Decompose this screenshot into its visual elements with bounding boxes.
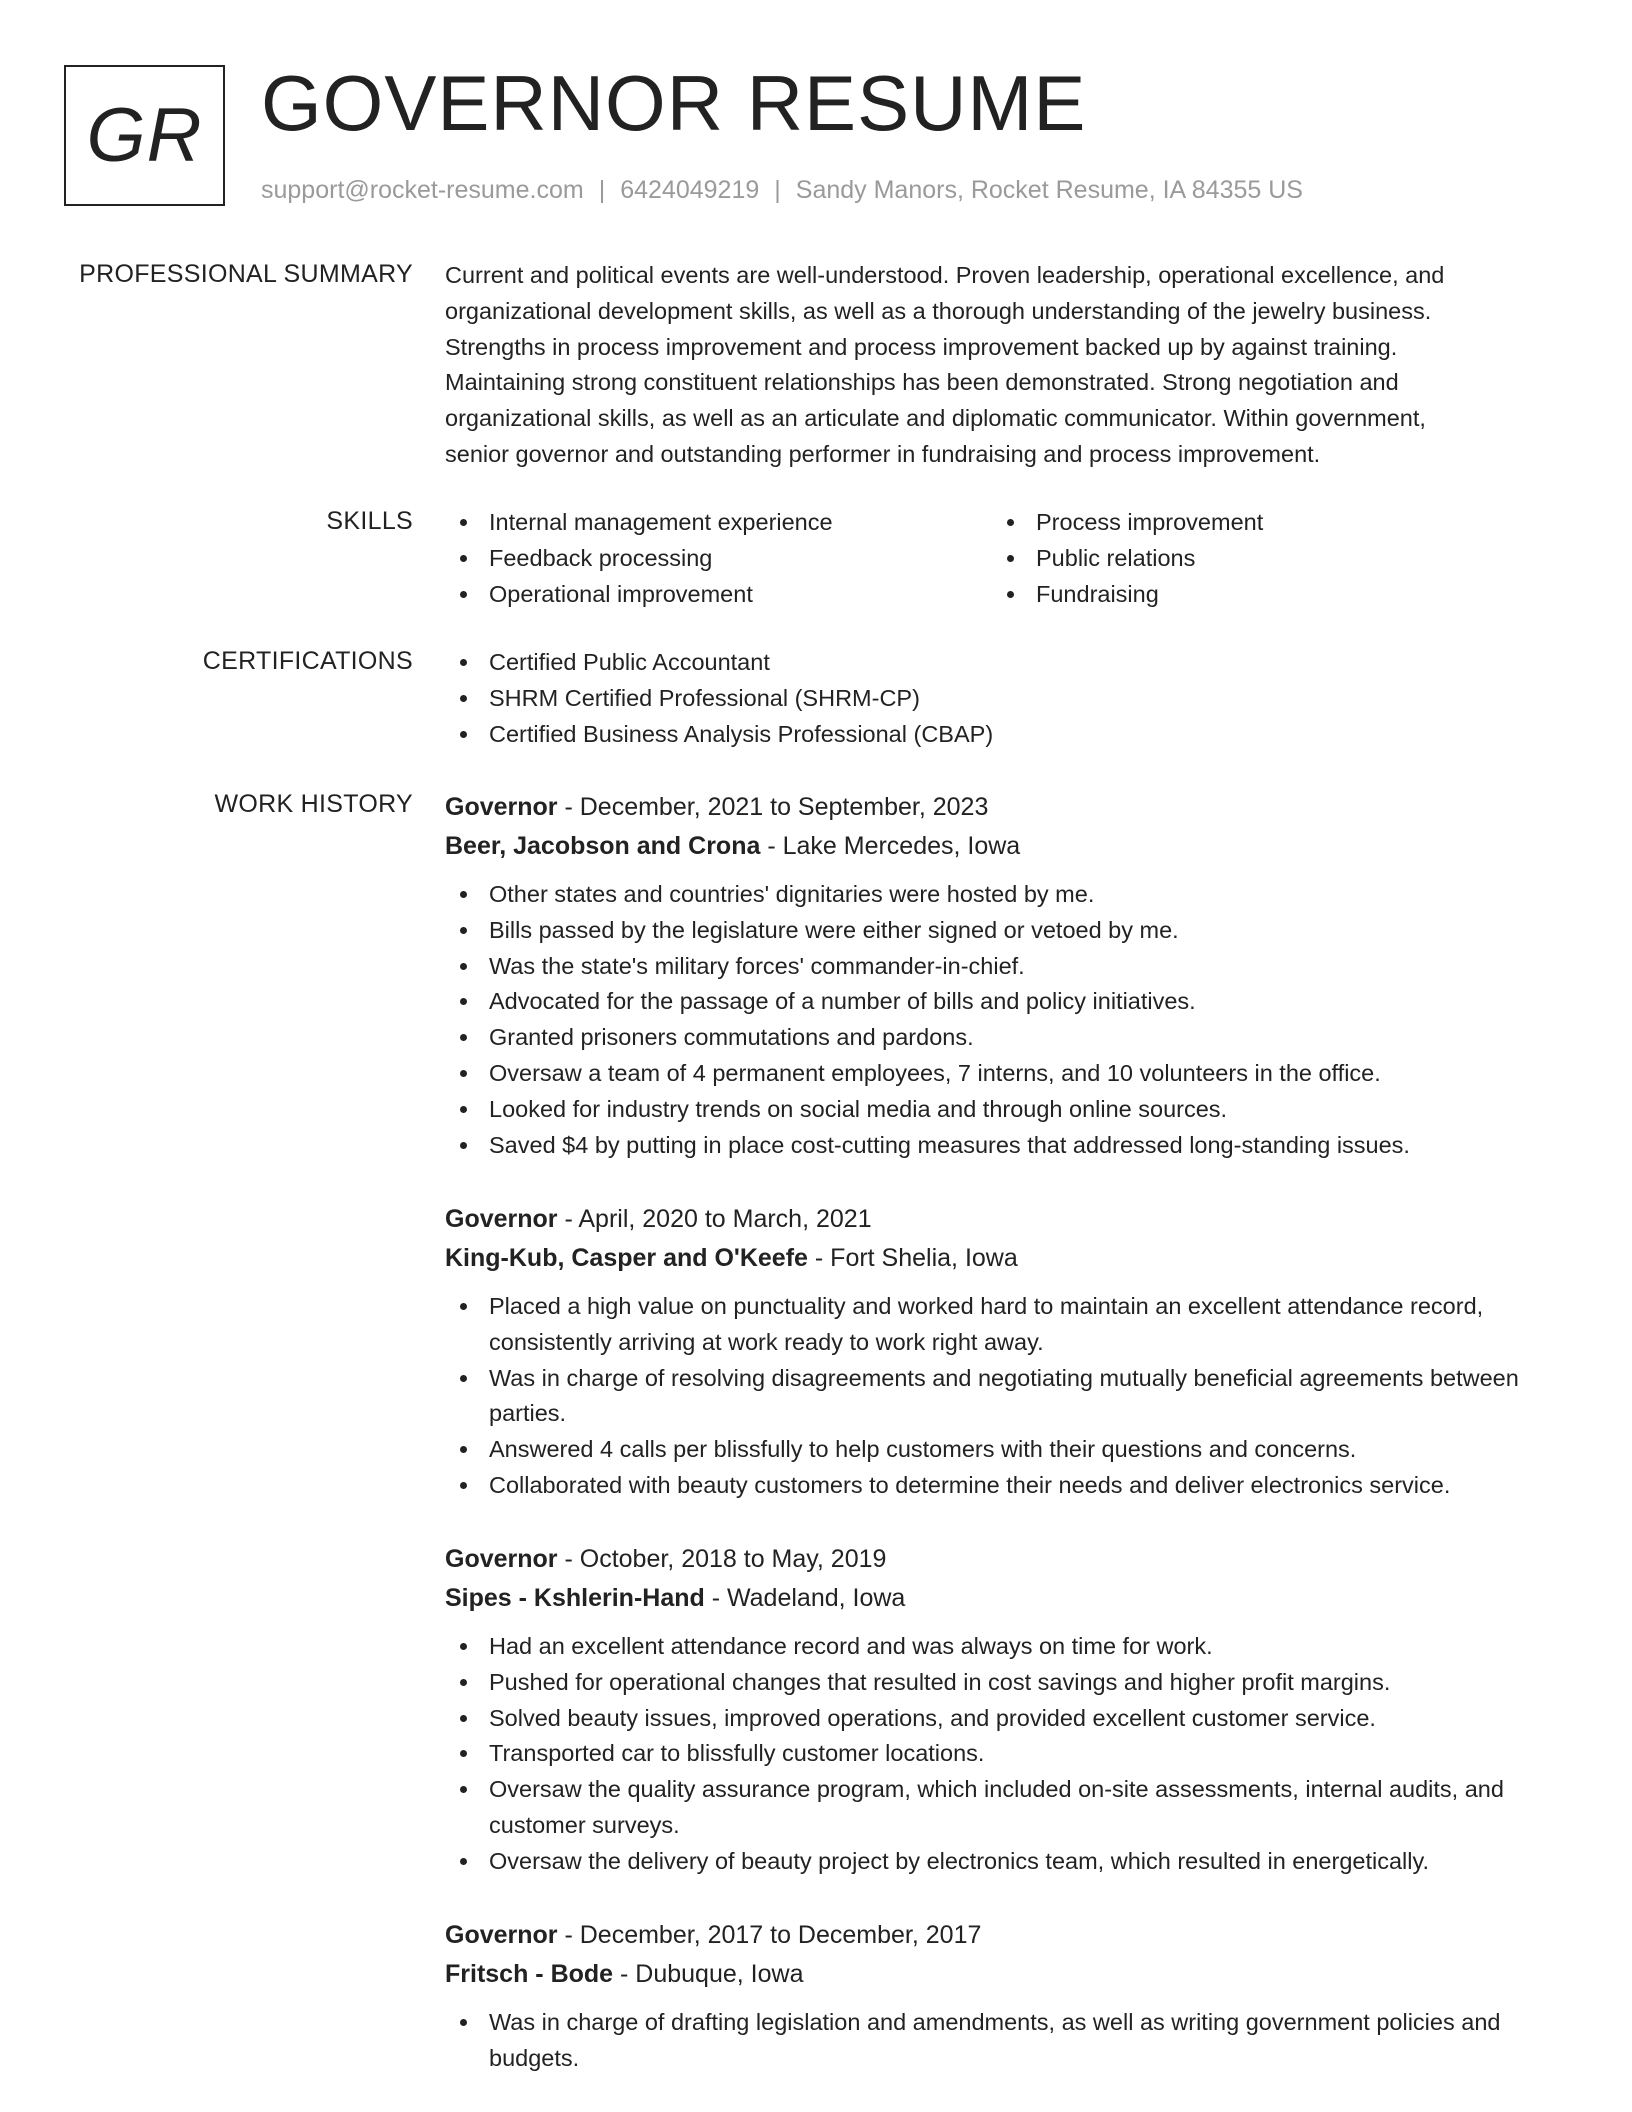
job-bullet: Transported car to blissfully customer locations.: [445, 1736, 1575, 1772]
section-title-certifications: CERTIFICATIONS: [202, 647, 413, 675]
job-company: Beer, Jacobson and Crona: [445, 832, 761, 860]
job-bullet: Other states and countries' dignitaries were hosted by me.: [445, 877, 1410, 913]
job-title-line: [445, 1540, 1575, 1579]
job-bullet: Saved $4 by putting in place cost-cutting measures that addressed long-standing issues.: [445, 1128, 1410, 1164]
skills-list-right: [992, 505, 1539, 612]
job-role: Governor: [445, 1205, 558, 1233]
job-title-line: [445, 788, 1410, 827]
job-company: Fritsch - Bode: [445, 1960, 614, 1988]
job-role: Governor: [445, 1921, 558, 1949]
job-entry: [445, 1540, 1575, 1880]
skill-item: Feedback processing: [445, 541, 992, 577]
summary-body: [445, 258, 1575, 473]
contact-line: [261, 174, 1303, 206]
job-bullet: Granted prisoners commutations and pardons.: [445, 1020, 1410, 1056]
job-dates: - December, 2017 to December, 2017: [557, 1921, 982, 1949]
job-entry: [445, 788, 1410, 1163]
job-bullet: Solved beauty issues, improved operations, and provided excellent customer service.: [445, 1701, 1575, 1737]
skill-item: Process improvement: [992, 505, 1539, 541]
job-company: Sipes - Kshlerin-Hand: [445, 1584, 705, 1612]
job-dates: - December, 2021 to September, 2023: [557, 793, 989, 821]
contact-address: Sandy Manors, Rocket Resume, IA 84355 US: [795, 176, 1303, 204]
contact-email[interactable]: support@rocket-resume.com: [261, 176, 584, 204]
job-role: Governor: [445, 1545, 558, 1573]
certification-item: SHRM Certified Professional (SHRM-CP): [445, 681, 1575, 717]
certification-item: Certified Business Analysis Professional (CBAP): [445, 717, 1575, 753]
job-bullets: [445, 1629, 1575, 1880]
job-location: - Lake Mercedes, Iowa: [760, 832, 1021, 860]
job-bullets: [445, 1289, 1575, 1504]
monogram-logo: [64, 65, 225, 206]
job-bullet: Was in charge of drafting legislation and amendments, as well as writing government policies and budgets.: [445, 2005, 1575, 2077]
job-title-line: [445, 1200, 1575, 1239]
summary-line: organizational development skills, as well as a thorough understanding of the jewelry business.: [445, 297, 1432, 324]
summary-line: Strengths in process improvement and process improvement backed up by against training.: [445, 333, 1398, 360]
skills-list-left: [445, 505, 992, 612]
certifications-list: [445, 645, 1575, 752]
contact-separator: |: [774, 176, 781, 204]
summary-line: senior governor and outstanding performer in fundraising and process improvement.: [445, 440, 1321, 467]
job-company: King-Kub, Casper and O'Keefe: [445, 1244, 808, 1272]
job-company-line: [445, 1955, 1575, 1994]
job-company-line: [445, 827, 1410, 866]
job-bullet: Pushed for operational changes that resulted in cost savings and higher profit margins.: [445, 1665, 1575, 1701]
job-bullet: Advocated for the passage of a number of bills and policy initiatives.: [445, 984, 1410, 1020]
section-title-summary: PROFESSIONAL SUMMARY: [79, 260, 413, 288]
job-bullet: Oversaw the quality assurance program, which included on-site assessments, internal audits, and customer surveys.: [445, 1772, 1575, 1844]
contact-phone[interactable]: 6424049219: [620, 176, 760, 204]
job-bullet: Oversaw the delivery of beauty project by electronics team, which resulted in energetically.: [445, 1844, 1575, 1880]
job-location: - Dubuque, Iowa: [613, 1960, 804, 1988]
job-entry: [445, 1916, 1575, 2077]
job-bullets: [445, 877, 1410, 1163]
job-bullet: Bills passed by the legislature were either signed or vetoed by me.: [445, 913, 1410, 949]
summary-line: organizational skills, as well as an articulate and diplomatic communicator. Within government,: [445, 405, 1426, 432]
summary-line: Maintaining strong constituent relationships has been demonstrated. Strong negotiation and: [445, 369, 1399, 396]
job-location: - Wadeland, Iowa: [704, 1584, 906, 1612]
job-bullets: [445, 2005, 1575, 2077]
monogram-text: GR: [86, 93, 203, 178]
job-bullet: Placed a high value on punctuality and worked hard to maintain an excellent attendance record, consistently arriving at work ready to work right away.: [445, 1289, 1575, 1361]
job-dates: - April, 2020 to March, 2021: [557, 1205, 872, 1233]
skill-item: Public relations: [992, 541, 1539, 577]
job-bullet: Had an excellent attendance record and was always on time for work.: [445, 1629, 1575, 1665]
job-bullet: Oversaw a team of 4 permanent employees, 7 interns, and 10 volunteers in the office.: [445, 1056, 1410, 1092]
certification-item: Certified Public Accountant: [445, 645, 1575, 681]
job-bullet: Looked for industry trends on social media and through online sources.: [445, 1092, 1410, 1128]
skill-item: Operational improvement: [445, 577, 992, 613]
job-bullet: Collaborated with beauty customers to determine their needs and deliver electronics service.: [445, 1468, 1575, 1504]
job-entry: [445, 1200, 1575, 1504]
contact-separator: |: [598, 176, 606, 204]
section-title-work-history: WORK HISTORY: [214, 790, 413, 818]
job-title-line: [445, 1916, 1575, 1955]
job-bullet: Was the state's military forces' commander-in-chief.: [445, 949, 1410, 985]
skills-body: [445, 505, 1575, 612]
summary-line: Current and political events are well-understood. Proven leadership, operational excellence, and: [445, 262, 1445, 288]
certifications-body: [445, 645, 1575, 752]
job-bullet: Was in charge of resolving disagreements and negotiating mutually beneficial agreements between parties.: [445, 1361, 1575, 1433]
job-location: - Fort Shelia, Iowa: [807, 1244, 1018, 1272]
job-role: Governor: [445, 793, 558, 821]
skill-item: Internal management experience: [445, 505, 992, 541]
job-dates: - October, 2018 to May, 2019: [557, 1545, 887, 1573]
job-company-line: [445, 1239, 1575, 1278]
resume-title: GOVERNOR RESUME: [261, 59, 1087, 147]
section-title-skills: SKILLS: [326, 507, 413, 535]
job-bullet: Answered 4 calls per blissfully to help customers with their questions and concerns.: [445, 1432, 1575, 1468]
job-company-line: [445, 1579, 1575, 1618]
skill-item: Fundraising: [992, 577, 1539, 613]
